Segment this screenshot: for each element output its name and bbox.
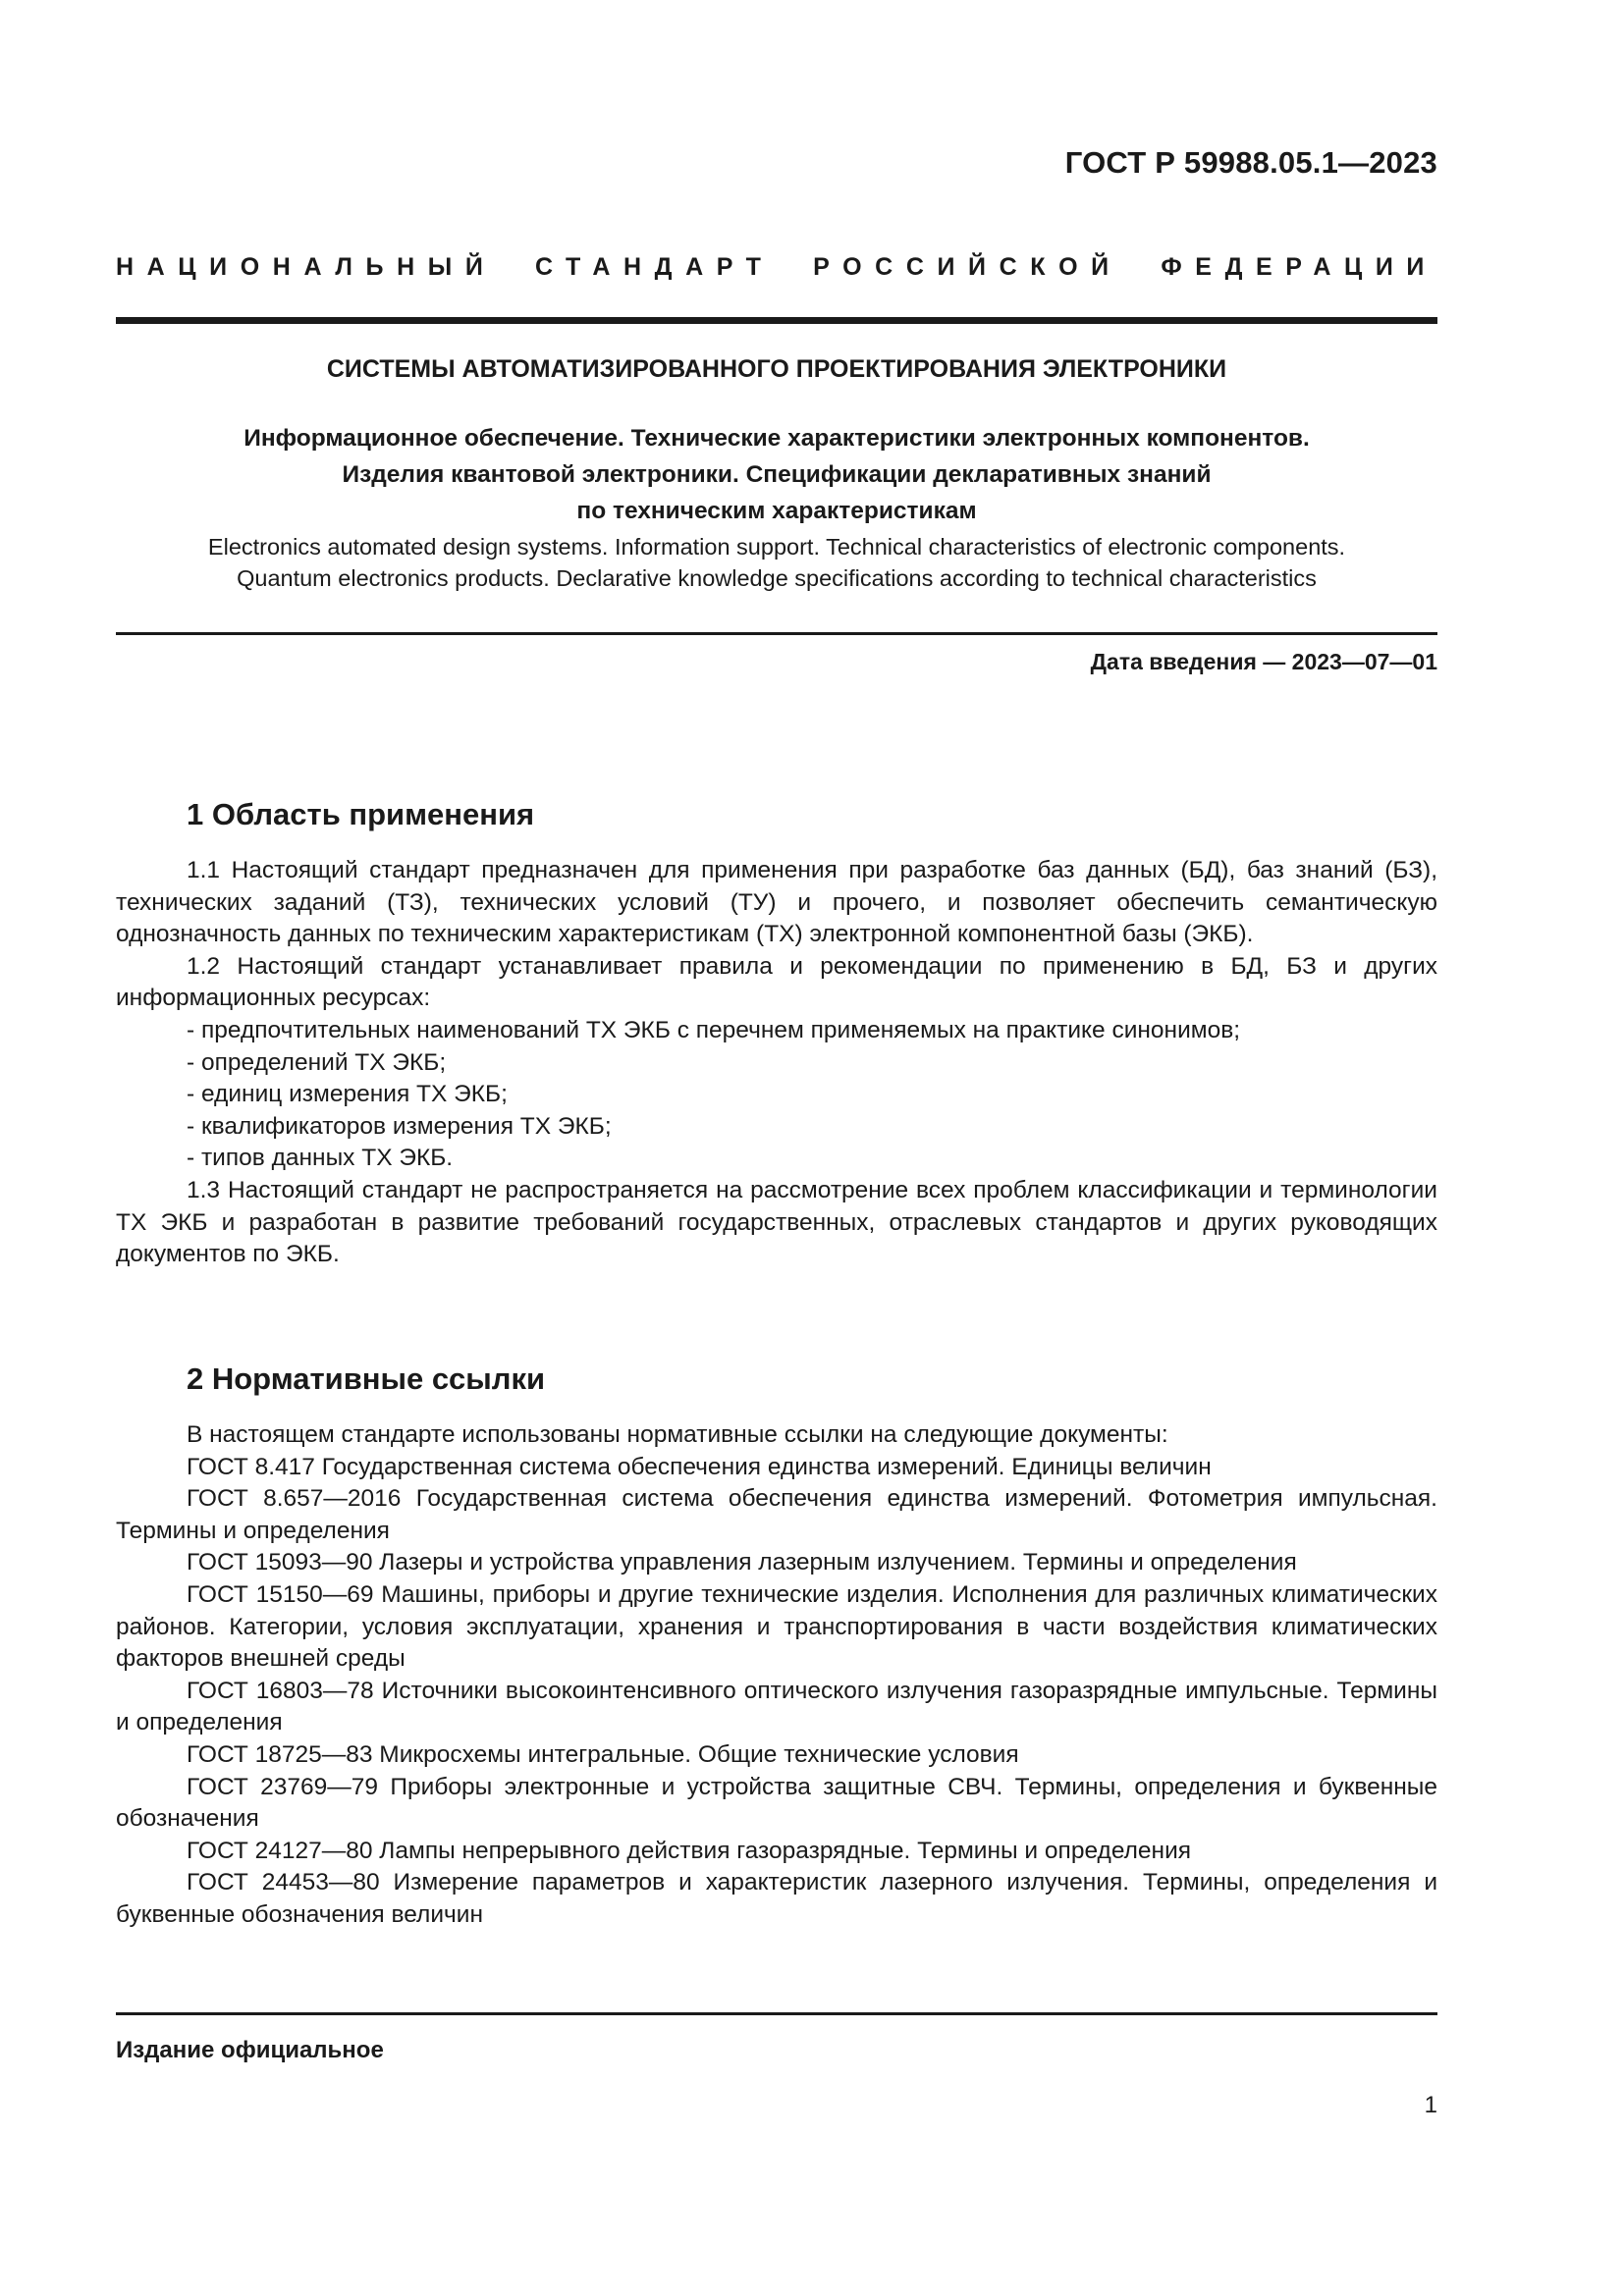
section-1-body: [116, 855, 1437, 1271]
standard-subtitle-en: [116, 531, 1437, 594]
paragraph-1-2: 1.2 Настоящий стандарт устанавливает правила и рекомендации по применению в БД, БЗ и других информационных ресурсах:: [116, 952, 1437, 1012]
document-code: ГОСТ Р 59988.05.1—2023: [1064, 145, 1437, 180]
list-item: - квалификаторов измерения ТХ ЭКБ;: [187, 1112, 612, 1140]
subtitle-ru-line-3: по техническим характеристикам: [576, 498, 977, 524]
subtitle-ru-line-1: Информационное обеспечение. Технические характеристики электронных компонентов.: [244, 425, 1310, 452]
list-item: - типов данных ТХ ЭКБ.: [187, 1145, 454, 1172]
reference-item: ГОСТ 8.417 Государственная система обеспечения единства измерений. Единицы величин: [187, 1453, 1212, 1480]
standard-subtitle-ru: [116, 420, 1437, 529]
reference-item: ГОСТ 24453—80 Измерение параметров и характеристик лазерного излучения. Термины, определения и буквенные обозначения величин: [116, 1869, 1437, 1928]
reference-item: ГОСТ 15150—69 Машины, приборы и другие технические изделия. Исполнения для различных климатических районов. Категории, условия эксплуатации, хранения и транспортирования в части воздействия климатических факторов внешней среды: [116, 1580, 1437, 1673]
subtitle-en-line-1: Electronics automated design systems. Information support. Technical characteristics of electronic components.: [207, 534, 1346, 560]
reference-item: ГОСТ 16803—78 Источники высокоинтенсивного оптического излучения газоразрядные импульсные. Термины и определения: [116, 1677, 1437, 1736]
page-number: 1: [1424, 2092, 1437, 2118]
list-item: - определений ТХ ЭКБ;: [187, 1048, 447, 1076]
title-divider: [116, 632, 1437, 635]
reference-item: ГОСТ 18725—83 Микросхемы интегральные. Общие технические условия: [187, 1740, 1019, 1768]
subtitle-en-line-2: Quantum electronics products. Declarative knowledge specifications according to technical characteristics: [237, 565, 1317, 591]
list-item: - предпочтительных наименований ТХ ЭКБ с перечнем применяемых на практике синонимов;: [187, 1016, 1241, 1043]
thick-divider: [116, 317, 1437, 324]
reference-item: ГОСТ 15093—90 Лазеры и устройства управления лазерным излучением. Термины и определения: [187, 1549, 1297, 1576]
official-edition-label: Издание официальное: [116, 2037, 384, 2063]
national-standard-heading: НАЦИОНАЛЬНЫЙ СТАНДАРТ РОССИЙСКОЙ ФЕДЕРАЦИИ: [116, 253, 1437, 281]
section-2-title: 2 Нормативные ссылки: [187, 1362, 546, 1396]
introduction-date: Дата введения — 2023—07—01: [1090, 649, 1437, 674]
section-1-title: 1 Область применения: [187, 797, 535, 831]
section-2-body: [116, 1419, 1437, 1932]
list-item: - единиц измерения ТХ ЭКБ;: [187, 1081, 508, 1108]
reference-item: ГОСТ 23769—79 Приборы электронные и устройства защитные СВЧ. Термины, определения и буквенные обозначения: [116, 1773, 1437, 1833]
document-page: [116, 0, 1437, 2296]
reference-item: ГОСТ 8.657—2016 Государственная система обеспечения единства измерений. Фотометрия импульсная. Термины и определения: [116, 1485, 1437, 1544]
paragraph-1-1: 1.1 Настоящий стандарт предназначен для применения при разработке баз данных (БД), баз знаний (БЗ), технических заданий (ТЗ), технических условий (ТУ) и прочего, и позволяет обеспечить семантическую однозначность данных по техническим характеристикам (ТХ) электронной компонентной базы (ЭКБ).: [116, 857, 1437, 948]
footer-divider: [116, 2012, 1437, 2015]
reference-item: ГОСТ 24127—80 Лампы непрерывного действия газоразрядные. Термины и определения: [187, 1837, 1192, 1864]
standard-title: СИСТЕМЫ АВТОМАТИЗИРОВАННОГО ПРОЕКТИРОВАНИЯ ЭЛЕКТРОНИКИ: [326, 355, 1227, 383]
paragraph-1-3: 1.3 Настоящий стандарт не распространяется на рассмотрение всех проблем классификации и терминологии ТХ ЭКБ и разработан в развитие требований государственных, отраслевых стандартов и других руководящих документов по ЭКБ.: [116, 1176, 1437, 1268]
subtitle-ru-line-2: Изделия квантовой электроники. Спецификации декларативных знаний: [342, 461, 1212, 488]
references-intro: В настоящем стандарте использованы нормативные ссылки на следующие документы:: [187, 1421, 1168, 1448]
